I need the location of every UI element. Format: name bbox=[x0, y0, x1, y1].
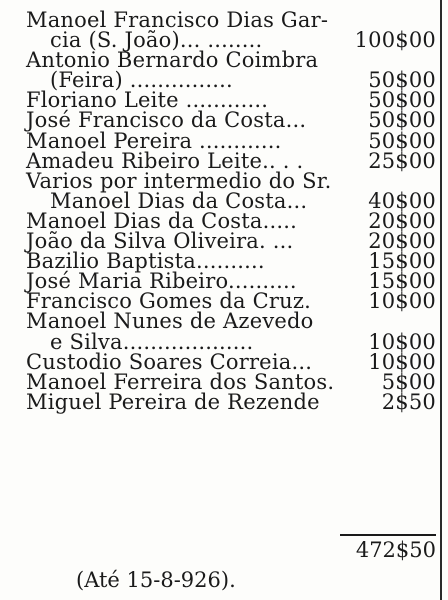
donation-entry bbox=[26, 168, 436, 213]
entry-line bbox=[26, 48, 436, 73]
donation-amount: 10$00 bbox=[368, 349, 436, 374]
entry-line bbox=[26, 128, 436, 153]
donation-amount: 50$00 bbox=[368, 68, 436, 93]
donor-name: Amadeu Ribeiro Leite.. . . bbox=[26, 148, 304, 173]
donation-entry bbox=[26, 369, 436, 394]
donor-name: Miguel Pereira de Rezende bbox=[26, 389, 320, 414]
entry-line bbox=[26, 108, 436, 133]
donation-entry bbox=[26, 289, 436, 314]
donation-entry bbox=[26, 48, 436, 93]
donor-name: João da Silva Oliveira. ... bbox=[26, 229, 294, 254]
donation-amount: 40$00 bbox=[368, 188, 436, 213]
column-rule bbox=[440, 0, 442, 600]
total-amount: 472$50 bbox=[355, 538, 436, 562]
donation-entry bbox=[26, 148, 436, 173]
donation-amount: 50$00 bbox=[368, 108, 436, 133]
donor-name: Manoel Francisco Dias Gar- bbox=[26, 8, 329, 32]
donor-name: José Francisco da Costa... bbox=[26, 108, 307, 133]
donor-name: Manoel Ferreira dos Santos. bbox=[26, 369, 335, 394]
donor-name: Antonio Bernardo Coimbra bbox=[26, 48, 319, 73]
donation-entry bbox=[26, 349, 436, 374]
donation-list bbox=[26, 10, 436, 412]
donation-entry bbox=[26, 128, 436, 153]
entry-line bbox=[26, 148, 436, 173]
entry-line bbox=[26, 168, 436, 193]
entry-line bbox=[26, 389, 436, 414]
donation-amount: 50$00 bbox=[368, 128, 436, 153]
donation-entry bbox=[26, 8, 436, 53]
entry-line bbox=[26, 188, 436, 213]
donation-entry bbox=[26, 269, 436, 294]
total-rule bbox=[340, 534, 436, 536]
donation-amount: 15$00 bbox=[368, 269, 436, 294]
donation-amount: 10$00 bbox=[368, 329, 436, 354]
donor-name: Francisco Gomes da Cruz. bbox=[26, 289, 312, 314]
donor-name: Manoel Pereira ............ bbox=[26, 128, 282, 153]
donor-name: Floriano Leite ............ bbox=[26, 88, 269, 113]
entry-line bbox=[26, 208, 436, 233]
donor-name: Custodio Soares Correia... bbox=[26, 349, 313, 374]
entry-line bbox=[26, 68, 436, 93]
donor-name: Varios por intermedio do Sr. bbox=[26, 168, 332, 193]
donation-amount: 10$00 bbox=[368, 289, 436, 314]
donation-entry bbox=[26, 208, 436, 233]
entry-line bbox=[26, 349, 436, 374]
entry-line bbox=[26, 269, 436, 294]
date-note: (Até 15-8-926). bbox=[76, 568, 236, 592]
donation-entry bbox=[26, 88, 436, 113]
donation-entry bbox=[26, 249, 436, 274]
donation-amount: 100$00 bbox=[354, 28, 436, 53]
donation-amount: 15$00 bbox=[368, 249, 436, 274]
entry-line bbox=[26, 249, 436, 274]
donor-name: Manoel Dias da Costa..... bbox=[26, 208, 297, 233]
donation-entry bbox=[26, 389, 436, 414]
entry-line bbox=[26, 229, 436, 254]
entry-line bbox=[26, 369, 436, 394]
donation-amount: 2$50 bbox=[381, 389, 436, 414]
entry-line bbox=[26, 289, 436, 314]
donor-name: Manoel Dias da Costa... bbox=[50, 188, 308, 213]
entry-line bbox=[26, 28, 436, 53]
donation-amount: 5$00 bbox=[381, 369, 436, 394]
donor-name: e Silva................... bbox=[50, 329, 254, 354]
donor-name: Manoel Nunes de Azevedo bbox=[26, 309, 314, 334]
entry-line bbox=[26, 10, 436, 30]
donation-amount: 25$00 bbox=[368, 148, 436, 173]
total-row bbox=[26, 530, 436, 560]
entry-line bbox=[26, 88, 436, 113]
donation-amount: 20$00 bbox=[368, 229, 436, 254]
donation-entry bbox=[26, 309, 436, 354]
entry-line bbox=[26, 329, 436, 354]
donation-entry bbox=[26, 108, 436, 133]
donation-amount: 20$00 bbox=[368, 208, 436, 233]
donation-entry bbox=[26, 229, 436, 254]
donor-name: José Maria Ribeiro.......... bbox=[26, 269, 297, 294]
donor-name: cia (S. João)... ........ bbox=[50, 28, 263, 53]
donation-amount: 50$00 bbox=[368, 88, 436, 113]
donor-name: Bazilio Baptista.......... bbox=[26, 249, 265, 274]
donor-name: (Feira) ............... bbox=[50, 68, 233, 93]
entry-line bbox=[26, 309, 436, 334]
